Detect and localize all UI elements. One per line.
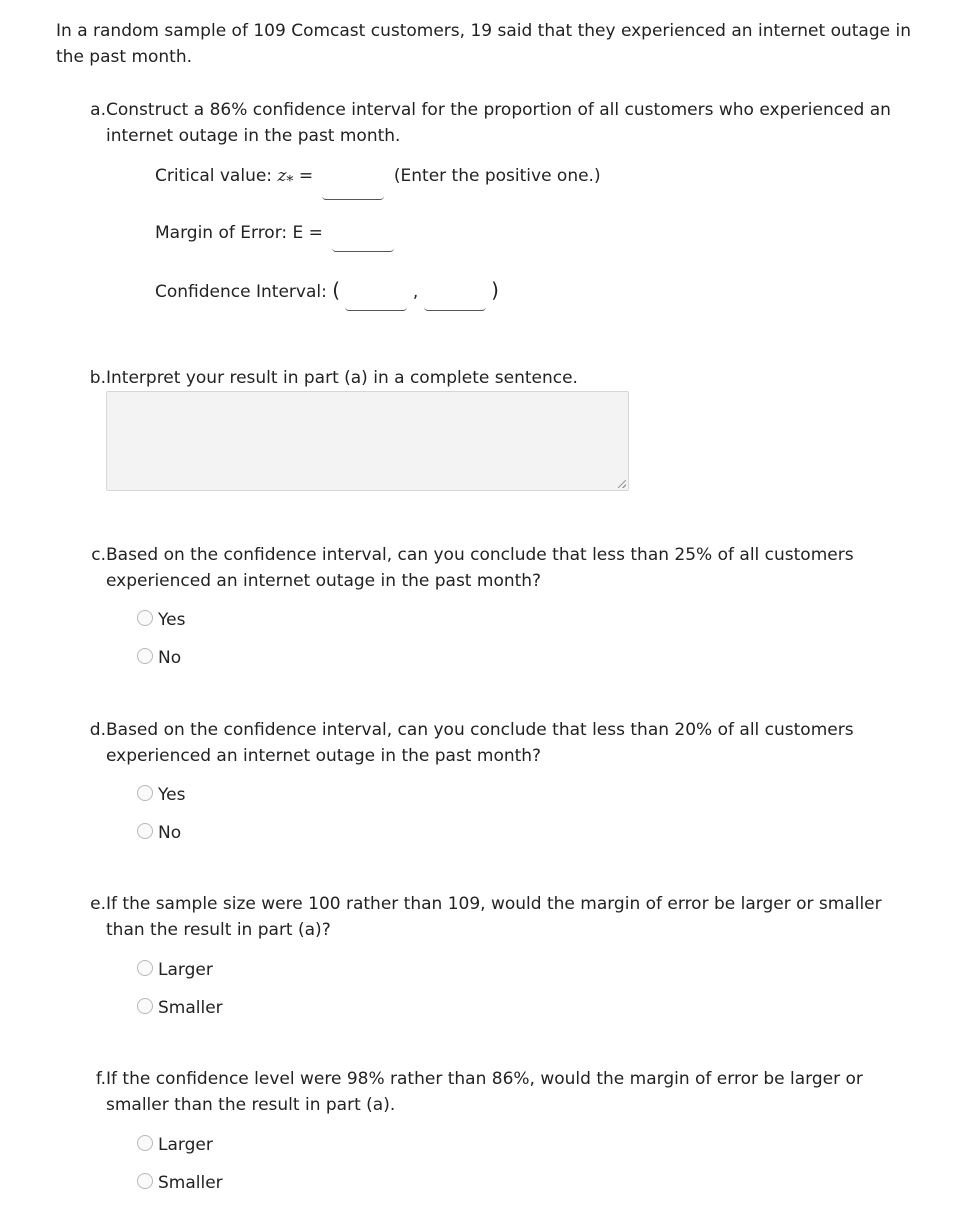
part-c	[84, 542, 904, 594]
radio-button[interactable]	[137, 823, 153, 839]
ci-upper-input[interactable]	[424, 288, 486, 311]
radio-button[interactable]	[137, 610, 153, 626]
option-label: Larger	[158, 960, 213, 980]
critical-value-input[interactable]	[322, 177, 384, 200]
part-a	[84, 97, 904, 149]
critical-equals: =	[298, 166, 314, 186]
problem-statement: In a random sample of 109 Comcast customers, 19 said that they experienced an internet outage in the past month.	[56, 21, 911, 67]
part-d-option-no[interactable]	[137, 820, 181, 846]
part-e-question: If the sample size were 100 rather than 109, would the margin of error be larger or smaller than the result in part (a)?	[106, 894, 882, 940]
part-b	[84, 365, 904, 391]
radio-button[interactable]	[137, 1173, 153, 1189]
part-e-letter: e.	[90, 894, 106, 914]
option-label: No	[158, 823, 182, 843]
option-label: No	[158, 648, 182, 668]
part-f-option-larger[interactable]	[137, 1132, 213, 1158]
margin-of-error-input[interactable]	[332, 229, 394, 252]
part-f-option-smaller[interactable]	[137, 1170, 223, 1196]
part-c-question: Based on the confidence interval, can you conclude that less than 25% of all customers experienced an internet outage in the past month?	[106, 545, 854, 591]
critical-value-label: Critical value:	[155, 166, 273, 186]
option-label: Yes	[158, 785, 186, 805]
part-f-letter: f.	[95, 1069, 106, 1089]
part-e	[84, 891, 904, 943]
radio-button[interactable]	[137, 785, 153, 801]
option-label: Larger	[158, 1135, 213, 1155]
option-label: Smaller	[158, 1173, 223, 1193]
radio-button[interactable]	[137, 648, 153, 664]
margin-of-error-label: Margin of Error: E =	[155, 223, 323, 243]
radio-button[interactable]	[137, 960, 153, 976]
resize-handle-icon[interactable]	[618, 480, 626, 488]
part-e-option-larger[interactable]	[137, 957, 213, 983]
interpretation-textarea[interactable]	[106, 391, 629, 491]
radio-button[interactable]	[137, 998, 153, 1014]
confidence-interval-label: Confidence Interval:	[155, 282, 327, 302]
ci-separator: ,	[412, 282, 419, 302]
part-d	[84, 717, 904, 769]
ci-open-paren: (	[332, 278, 341, 302]
part-b-letter: b.	[89, 368, 106, 388]
ci-lower-input[interactable]	[345, 288, 407, 311]
radio-button[interactable]	[137, 1135, 153, 1151]
part-c-option-yes[interactable]	[137, 607, 185, 633]
option-label: Smaller	[158, 998, 223, 1018]
option-label: Yes	[158, 610, 186, 630]
critical-value-hint: (Enter the positive one.)	[393, 166, 601, 186]
part-d-letter: d.	[89, 720, 106, 740]
part-b-question: Interpret your result in part (a) in a complete sentence.	[106, 368, 578, 388]
part-a-letter: a.	[90, 100, 106, 120]
part-e-option-smaller[interactable]	[137, 995, 223, 1021]
confidence-interval-row	[155, 277, 499, 305]
part-f-question: If the confidence level were 98% rather than 86%, would the margin of error be larger or smaller than the result in part (a).	[106, 1069, 863, 1115]
part-d-option-yes[interactable]	[137, 782, 185, 808]
margin-of-error-row	[155, 220, 394, 246]
part-c-letter: c.	[91, 545, 106, 565]
part-c-option-no[interactable]	[137, 645, 181, 671]
part-a-question: Construct a 86% confidence interval for the proportion of all customers who experienced an internet outage in the past month.	[106, 100, 891, 146]
critical-value-row	[155, 163, 601, 194]
part-d-question: Based on the confidence interval, can you conclude that less than 20% of all customers experienced an internet outage in the past month?	[106, 720, 854, 766]
part-f	[84, 1066, 904, 1118]
ci-close-paren: )	[491, 278, 499, 302]
z-star-symbol: $z_*$	[277, 166, 294, 190]
